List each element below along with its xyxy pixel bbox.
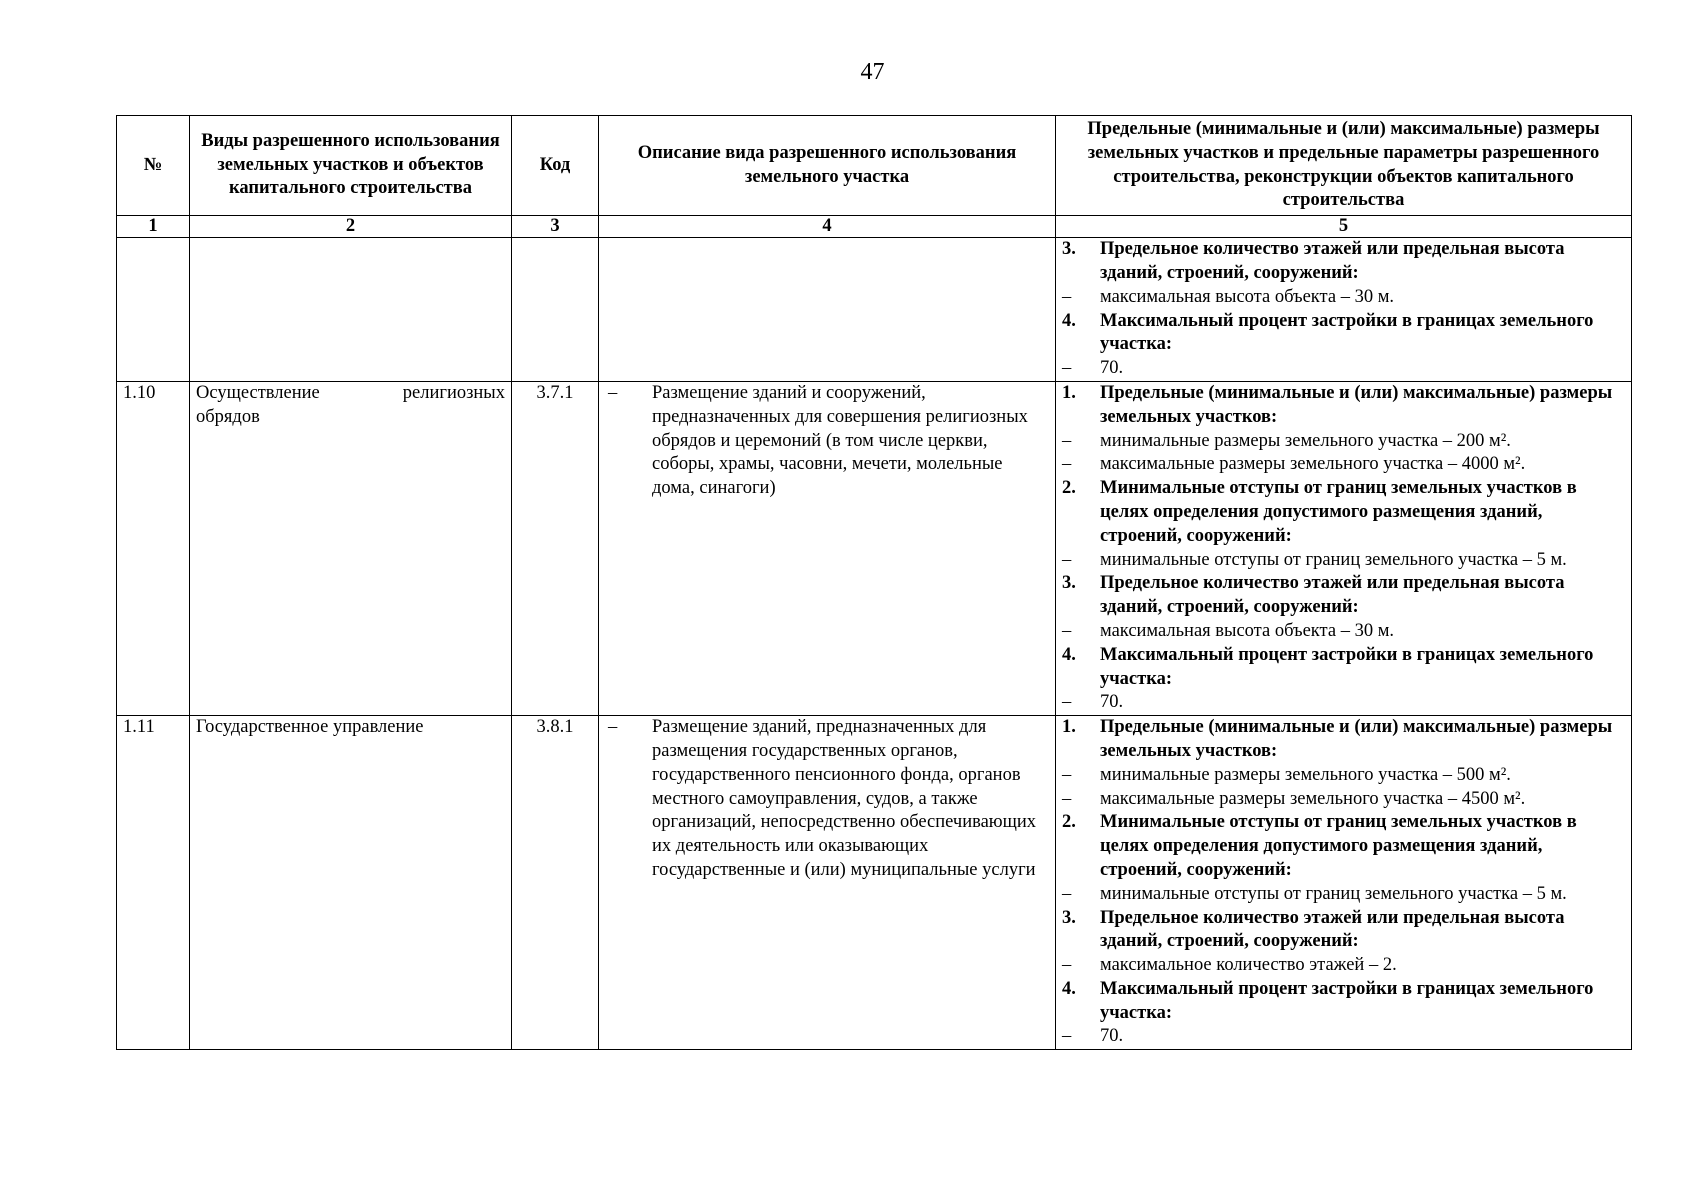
parameter-text: минимальные размеры земельного участка – 200 м².	[1100, 430, 1511, 451]
parameter-text: минимальные размеры земельного участка – 500 м².	[1100, 764, 1511, 785]
use-type-word: религиозных	[402, 382, 505, 403]
table-row	[117, 381, 1632, 715]
list-number: 1.	[1062, 382, 1076, 403]
column-number: 3	[512, 216, 599, 238]
parameter-value	[1062, 453, 1625, 477]
dash-marker: –	[1062, 620, 1072, 641]
column-number-row	[117, 216, 1632, 238]
parameter-text: максимальное количество этажей – 2.	[1100, 955, 1397, 976]
parameter-heading	[1062, 644, 1625, 692]
dash-marker: –	[1062, 454, 1072, 475]
parameter-heading	[1062, 310, 1625, 358]
parameter-value	[1062, 954, 1625, 978]
parameter-text: Предельное количество этажей или предельная высота зданий, строений, сооружений:	[1100, 239, 1565, 283]
list-number: 2.	[1062, 478, 1076, 499]
regulations-table	[116, 115, 1632, 1050]
dash-marker: –	[1062, 883, 1072, 904]
column-number: 4	[599, 216, 1056, 238]
description-cell	[599, 716, 1056, 1050]
row-number	[117, 238, 190, 382]
parameter-value	[1062, 691, 1625, 715]
dash-marker: –	[1062, 764, 1072, 785]
page-number: 47	[860, 59, 885, 85]
parameter-text: Минимальные отступы от границ земельных участков в целях определения допустимого размещения зданий, строений, сооружений:	[1100, 812, 1577, 880]
parameter-text: Максимальный процент застройки в границах земельного участка:	[1100, 978, 1594, 1023]
parameter-text: 70.	[1100, 1026, 1124, 1047]
parameter-heading	[1062, 907, 1625, 955]
row-number: 1.11	[117, 716, 190, 1050]
parameters-cell	[1056, 238, 1632, 382]
list-number: 4.	[1062, 644, 1076, 665]
use-type-word: Осуществление	[196, 382, 320, 403]
row-number: 1.10	[117, 381, 190, 715]
description-item	[605, 716, 1049, 883]
dash-marker: –	[1062, 358, 1072, 379]
use-code: 3.7.1	[512, 381, 599, 715]
parameter-heading	[1062, 382, 1625, 430]
dash-marker: –	[1062, 955, 1072, 976]
dash-marker: –	[1062, 788, 1072, 809]
list-number: 4.	[1062, 310, 1076, 331]
parameter-text: Предельное количество этажей или предельная высота зданий, строений, сооружений:	[1100, 907, 1565, 952]
description-text: Размещение зданий и сооружений, предназначенных для совершения религиозных обрядов и церемоний (в том числе церкви, соборы, храмы, часовни, мечети, молельные дома, синагоги)	[652, 382, 1028, 499]
parameter-text: максимальные размеры земельного участка – 4500 м².	[1100, 788, 1526, 809]
parameter-value	[1062, 430, 1625, 454]
use-type-line	[196, 382, 505, 406]
list-number: 2.	[1062, 812, 1076, 833]
column-number: 5	[1056, 216, 1632, 238]
parameter-text: 70.	[1100, 692, 1124, 713]
parameter-text: Максимальный процент застройки в границах земельного участка:	[1100, 644, 1594, 689]
table-header-row	[117, 116, 1632, 216]
header-code: Код	[512, 116, 599, 216]
parameter-value	[1062, 357, 1625, 381]
parameter-text: минимальные отступы от границ земельного участка – 5 м.	[1100, 883, 1567, 904]
parameters-cell	[1056, 381, 1632, 715]
table-row	[117, 716, 1632, 1050]
parameter-text: Предельные (минимальные и (или) максимальные) размеры земельных участков:	[1100, 717, 1613, 761]
header-description: Описание вида разрешенного использования земельного участка	[599, 116, 1056, 216]
dash-marker: –	[1062, 286, 1072, 307]
parameter-heading	[1062, 811, 1625, 882]
parameter-heading	[1062, 978, 1625, 1026]
column-number: 1	[117, 216, 190, 238]
parameter-value	[1062, 883, 1625, 907]
parameter-value	[1062, 549, 1625, 573]
parameter-value	[1062, 286, 1625, 310]
dash-marker: –	[608, 717, 618, 738]
use-code: 3.8.1	[512, 716, 599, 1050]
parameter-value	[1062, 1025, 1625, 1049]
use-type-cell	[190, 381, 512, 715]
parameter-text: максимальная высота объекта – 30 м.	[1100, 286, 1395, 307]
list-number: 3.	[1062, 573, 1076, 594]
parameters-cell	[1056, 716, 1632, 1050]
use-type-cell	[190, 716, 512, 1050]
parameter-heading	[1062, 716, 1625, 764]
parameter-text: максимальные размеры земельного участка – 4000 м².	[1100, 454, 1526, 475]
header-use-type: Виды разрешенного использования земельных участков и объектов капитального строительства	[190, 116, 512, 216]
dash-marker: –	[1062, 549, 1072, 570]
use-type-word: Государственное управление	[196, 717, 424, 738]
use-type-cell	[190, 238, 512, 382]
parameter-text: Предельные (минимальные и (или) максимальные) размеры земельных участков:	[1100, 382, 1613, 427]
parameter-text: Минимальные отступы от границ земельных участков в целях определения допустимого размещения зданий, строений, сооружений:	[1100, 478, 1577, 546]
description-cell	[599, 238, 1056, 382]
use-type-line	[196, 716, 505, 740]
parameter-heading	[1062, 572, 1625, 620]
parameter-text: Предельное количество этажей или предельная высота зданий, строений, сооружений:	[1100, 573, 1565, 618]
description-item	[605, 382, 1049, 501]
parameter-heading	[1062, 477, 1625, 548]
parameter-text: максимальная высота объекта – 30 м.	[1100, 620, 1395, 641]
parameter-value	[1062, 764, 1625, 788]
description-text: Размещение зданий, предназначенных для размещения государственных органов, государственного пенсионного фонда, органов местного самоуправления, судов, а также организаций, непосредственно обеспечивающих их деятельность или оказывающих государственные и (или) муниципальные услуги	[652, 717, 1037, 880]
list-number: 4.	[1062, 978, 1076, 999]
parameter-value	[1062, 620, 1625, 644]
list-number: 1.	[1062, 717, 1076, 738]
dash-marker: –	[1062, 430, 1072, 451]
parameter-value	[1062, 788, 1625, 812]
parameter-heading	[1062, 238, 1625, 286]
parameter-text: минимальные отступы от границ земельного участка – 5 м.	[1100, 549, 1567, 570]
dash-marker: –	[1062, 692, 1072, 713]
description-cell	[599, 381, 1056, 715]
list-number: 3.	[1062, 907, 1076, 928]
table-row	[117, 238, 1632, 382]
header-number: №	[117, 116, 190, 216]
parameter-text: 70.	[1100, 358, 1124, 379]
use-type-continuation: обрядов	[196, 406, 260, 427]
column-number: 2	[190, 216, 512, 238]
use-code	[512, 238, 599, 382]
list-number: 3.	[1062, 239, 1076, 260]
dash-marker: –	[608, 382, 618, 403]
header-parameters: Предельные (минимальные и (или) максимальные) размеры земельных участков и предельные параметры разрешенного строительства, реконструкции объектов капитального строительства	[1056, 116, 1632, 216]
dash-marker: –	[1062, 1026, 1072, 1047]
parameter-text: Максимальный процент застройки в границах земельного участка:	[1100, 310, 1594, 355]
